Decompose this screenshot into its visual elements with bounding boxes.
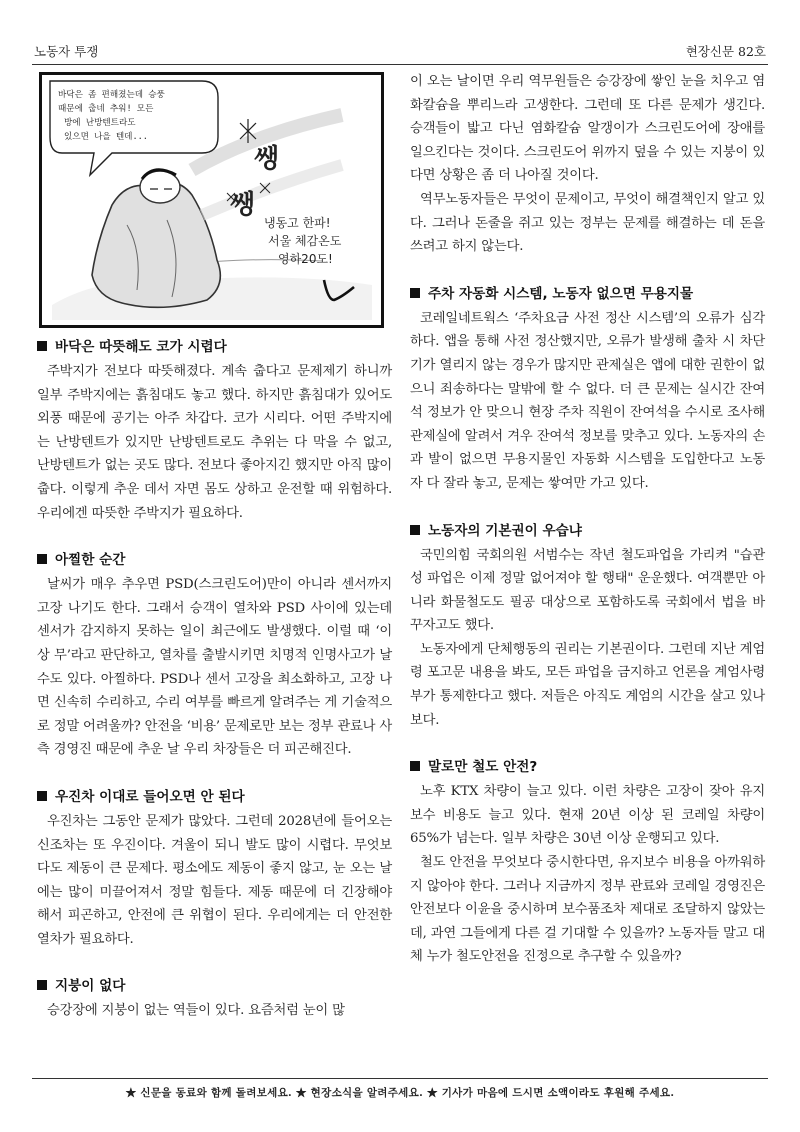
square-bullet-icon — [410, 288, 420, 298]
article-title: 아찔한 순간 — [55, 552, 126, 569]
article-railway-safety — [410, 756, 765, 969]
article-no-roof-continued — [410, 70, 765, 259]
cartoon-drawing — [42, 75, 381, 325]
article-warm-floor — [37, 336, 392, 525]
square-bullet-icon — [37, 980, 47, 990]
article-basic-rights — [410, 520, 765, 733]
article-paragraph: 우진차는 그동안 문제가 많았다. 그런데 2028년에 들어오는 신조차는 또 우진이다. 겨울이 되니 발도 많이 시렵다. 무엇보다도 제동이 큰 문제다. 평소에도 제동이 좋지 않고, 눈 오는 날에는 많이 미끌어져서 정말 힘들다. 제동 때문에 더 긴장해야 해서 피곤하고, 안전에 큰 위협이 된다. 우리에게는 더 안전한 열차가 필요하다. — [37, 813, 392, 947]
square-bullet-icon — [37, 341, 47, 351]
article-title: 지붕이 없다 — [55, 978, 126, 995]
speech-line: 방에 난방텐트라도 — [64, 118, 136, 128]
article-paragraph: 노동자에게 단체행동의 권리는 기본권이다. 그런데 지난 계엄령 포고문 내용을 봐도, 모든 파업을 금지하고 언론을 계엄사령부가 통제한다고 했다. 저들은 아직도 계엄의 시간을 살고 있나 보다. — [410, 641, 765, 728]
article-title: 노동자의 기본권이 우습냐 — [428, 522, 582, 539]
square-bullet-icon — [410, 525, 420, 535]
issue-number: 현장신문 82호 — [685, 44, 766, 59]
article-paragraph: 날씨가 매우 추우면 PSD(스크린도어)만이 아니라 센서까지 고장 나기도 한다. 그래서 승객이 열차와 PSD 사이에 있는데 센서가 감지하지 못하는 일이 최근에도 발생했다. 이럴 때 ‘이상 무’라고 판단하고, 열차를 출발시키면 치명적 인명사고가 날 수도 있다. 아찔하다. PSD나 센서 고장을 최소화하고, 고장 나면 신속히 수리하고, 수리 여부를 빠르게 알려주는 게 기술적으로 정말 어려울까? 안전을 ‘비용’ 문제로만 보는 정부 관료나 사측 경영진 때문에 추운 날 우리 차장들은 더 피곤해진다. — [37, 577, 392, 758]
article-title: 우진차 이대로 들어오면 안 된다 — [55, 788, 245, 805]
section-name: 노동자 투쟁 — [34, 44, 99, 59]
article-title: 말로만 철도 안전? — [428, 759, 538, 776]
wind-sound: 쌩 — [230, 190, 256, 220]
footer-rule — [32, 1078, 768, 1079]
wind-sound: 쌩 — [254, 144, 280, 174]
square-bullet-icon — [410, 761, 420, 771]
cold-wave-caption: 냉동고 한파! — [264, 216, 331, 230]
right-column — [410, 70, 765, 969]
article-paragraph: 노후 KTX 차량이 늘고 있다. 이런 차량은 고장이 잦아 유지보수 비용도 늘고 있다. 현재 20년 이상 된 코레일 차량이 65%가 넘는다. 일부 차량은 30년 이상 운행되고 있다. — [410, 784, 765, 847]
footer-notice: ★ 신문을 동료와 함께 돌려보세요. ★ 현장소식을 알려주세요. ★ 기사가 마음에 드시면 소액이라도 후원해 주세요. — [125, 1087, 675, 1099]
article-dangerous-moment — [37, 549, 392, 762]
article-paragraph: 코레일네트웍스 ‘주차요금 사전 정산 시스템’의 오류가 심각하다. 앱을 통해 사전 정산했지만, 오류가 발생해 출차 시 차단기가 열리지 않는 경우가 많지만 관제실은 앱에 대한 권한이 없으니 죄송하다는 말밖에 할 수 없다. 더 큰 문제는 실시간 잔여석 정보가 안 맞으니 현장 주차 직원이 잔여석을 수시로 조사해 관제실에 알려서 겨우 잔여석 정보를 맞추고 있다. 노동자의 손과 발이 없으면 무용지물인 자동화 시스템을 도입한다고 노동자 다 잘라 놓고, 문제는 쌓여만 가고 있다. — [410, 310, 765, 491]
cartoon-panel — [39, 72, 384, 328]
cold-wave-caption: 서울 체감온도 — [268, 234, 342, 248]
header-rule — [32, 64, 768, 65]
article-paragraph: 철도 안전을 무엇보다 중시한다면, 유지보수 비용을 아까워하지 않아야 한다. 그러나 지금까지 정부 관료와 코레일 경영진은 안전보다 이윤을 중시하며 보수품조차 제대로 조달하지 않았는데, 과연 그들에게 다른 걸 기대할 수 있을까? 노동자들 말고 대체 누가 철도안전을 진정으로 추구할 수 있을까? — [410, 855, 765, 965]
article-no-roof — [37, 975, 392, 1023]
speech-line: 바닥은 좀 편해졌는데 승풍 — [58, 90, 165, 100]
speech-line: 있으면 나을 텐데... — [64, 132, 148, 142]
speech-line: 때문에 춥네 추워! 모든 — [58, 104, 154, 114]
square-bullet-icon — [37, 791, 47, 801]
article-title: 바닥은 따뜻해도 코가 시렵다 — [55, 339, 227, 355]
square-bullet-icon — [37, 554, 47, 564]
left-column — [37, 70, 392, 1023]
article-parking-automation — [410, 283, 765, 496]
article-paragraph: 주박지가 전보다 따뜻해졌다. 계속 춥다고 문제제기 하니까 일부 주박지에는 흙침대도 놓고 했다. 하지만 흙침대가 있어도 외풍 때문에 공기는 아주 차갑다. 코가 시리다. 어떤 주박지에는 난방텐트가 있지만 난방텐트로도 추위는 다 막을 수 없고, 난방텐트가 없는 곳도 많다. 전보다 좋아지긴 했지만 아직 많이 춥다. 이렇게 추운 데서 자면 몸도 상하고 운전할 때 위험하다. 우리에겐 따뜻한 주박지가 필요하다. — [37, 364, 392, 521]
article-paragraph: 승강장에 지붕이 없는 역들이 있다. 요즘처럼 눈이 많 — [47, 1003, 345, 1019]
cold-wave-caption: 영하20도! — [278, 252, 333, 266]
article-title: 주차 자동화 시스템, 노동자 없으면 무용지물 — [428, 285, 694, 302]
article-paragraph: 역무노동자들은 무엇이 문제이고, 무엇이 해결책인지 알고 있다. 그러나 돈줄을 쥐고 있는 정부는 문제를 해결하는 데 돈을 쓰려고 하지 않는다. — [410, 191, 765, 255]
article-paragraph: 국민의힘 국회의원 서범수는 작년 철도파업을 가리켜 "습관성 파업은 이제 정말 없어져야 할 행태" 운운했다. 여객뿐만 아니라 화물철도도 필공 대상으로 포함하도록 국회에서 법을 바꾸자고도 했다. — [410, 547, 765, 634]
page-header — [34, 42, 766, 64]
article-woojin-train — [37, 786, 392, 952]
article-paragraph: 이 오는 날이면 우리 역무원들은 승강장에 쌓인 눈을 치우고 염화칼슘을 뿌리느라 고생한다. 그런데 또 다른 문제가 생긴다. 승객들이 밟고 다닌 염화칼슘 알갱이가 스크린도어에 장애를 일으킨다는 것이다. 스크린도어 위까지 덮을 수 있는 지붕이 있다면 상황은 좀 더 나아질 것이다. — [410, 74, 765, 184]
